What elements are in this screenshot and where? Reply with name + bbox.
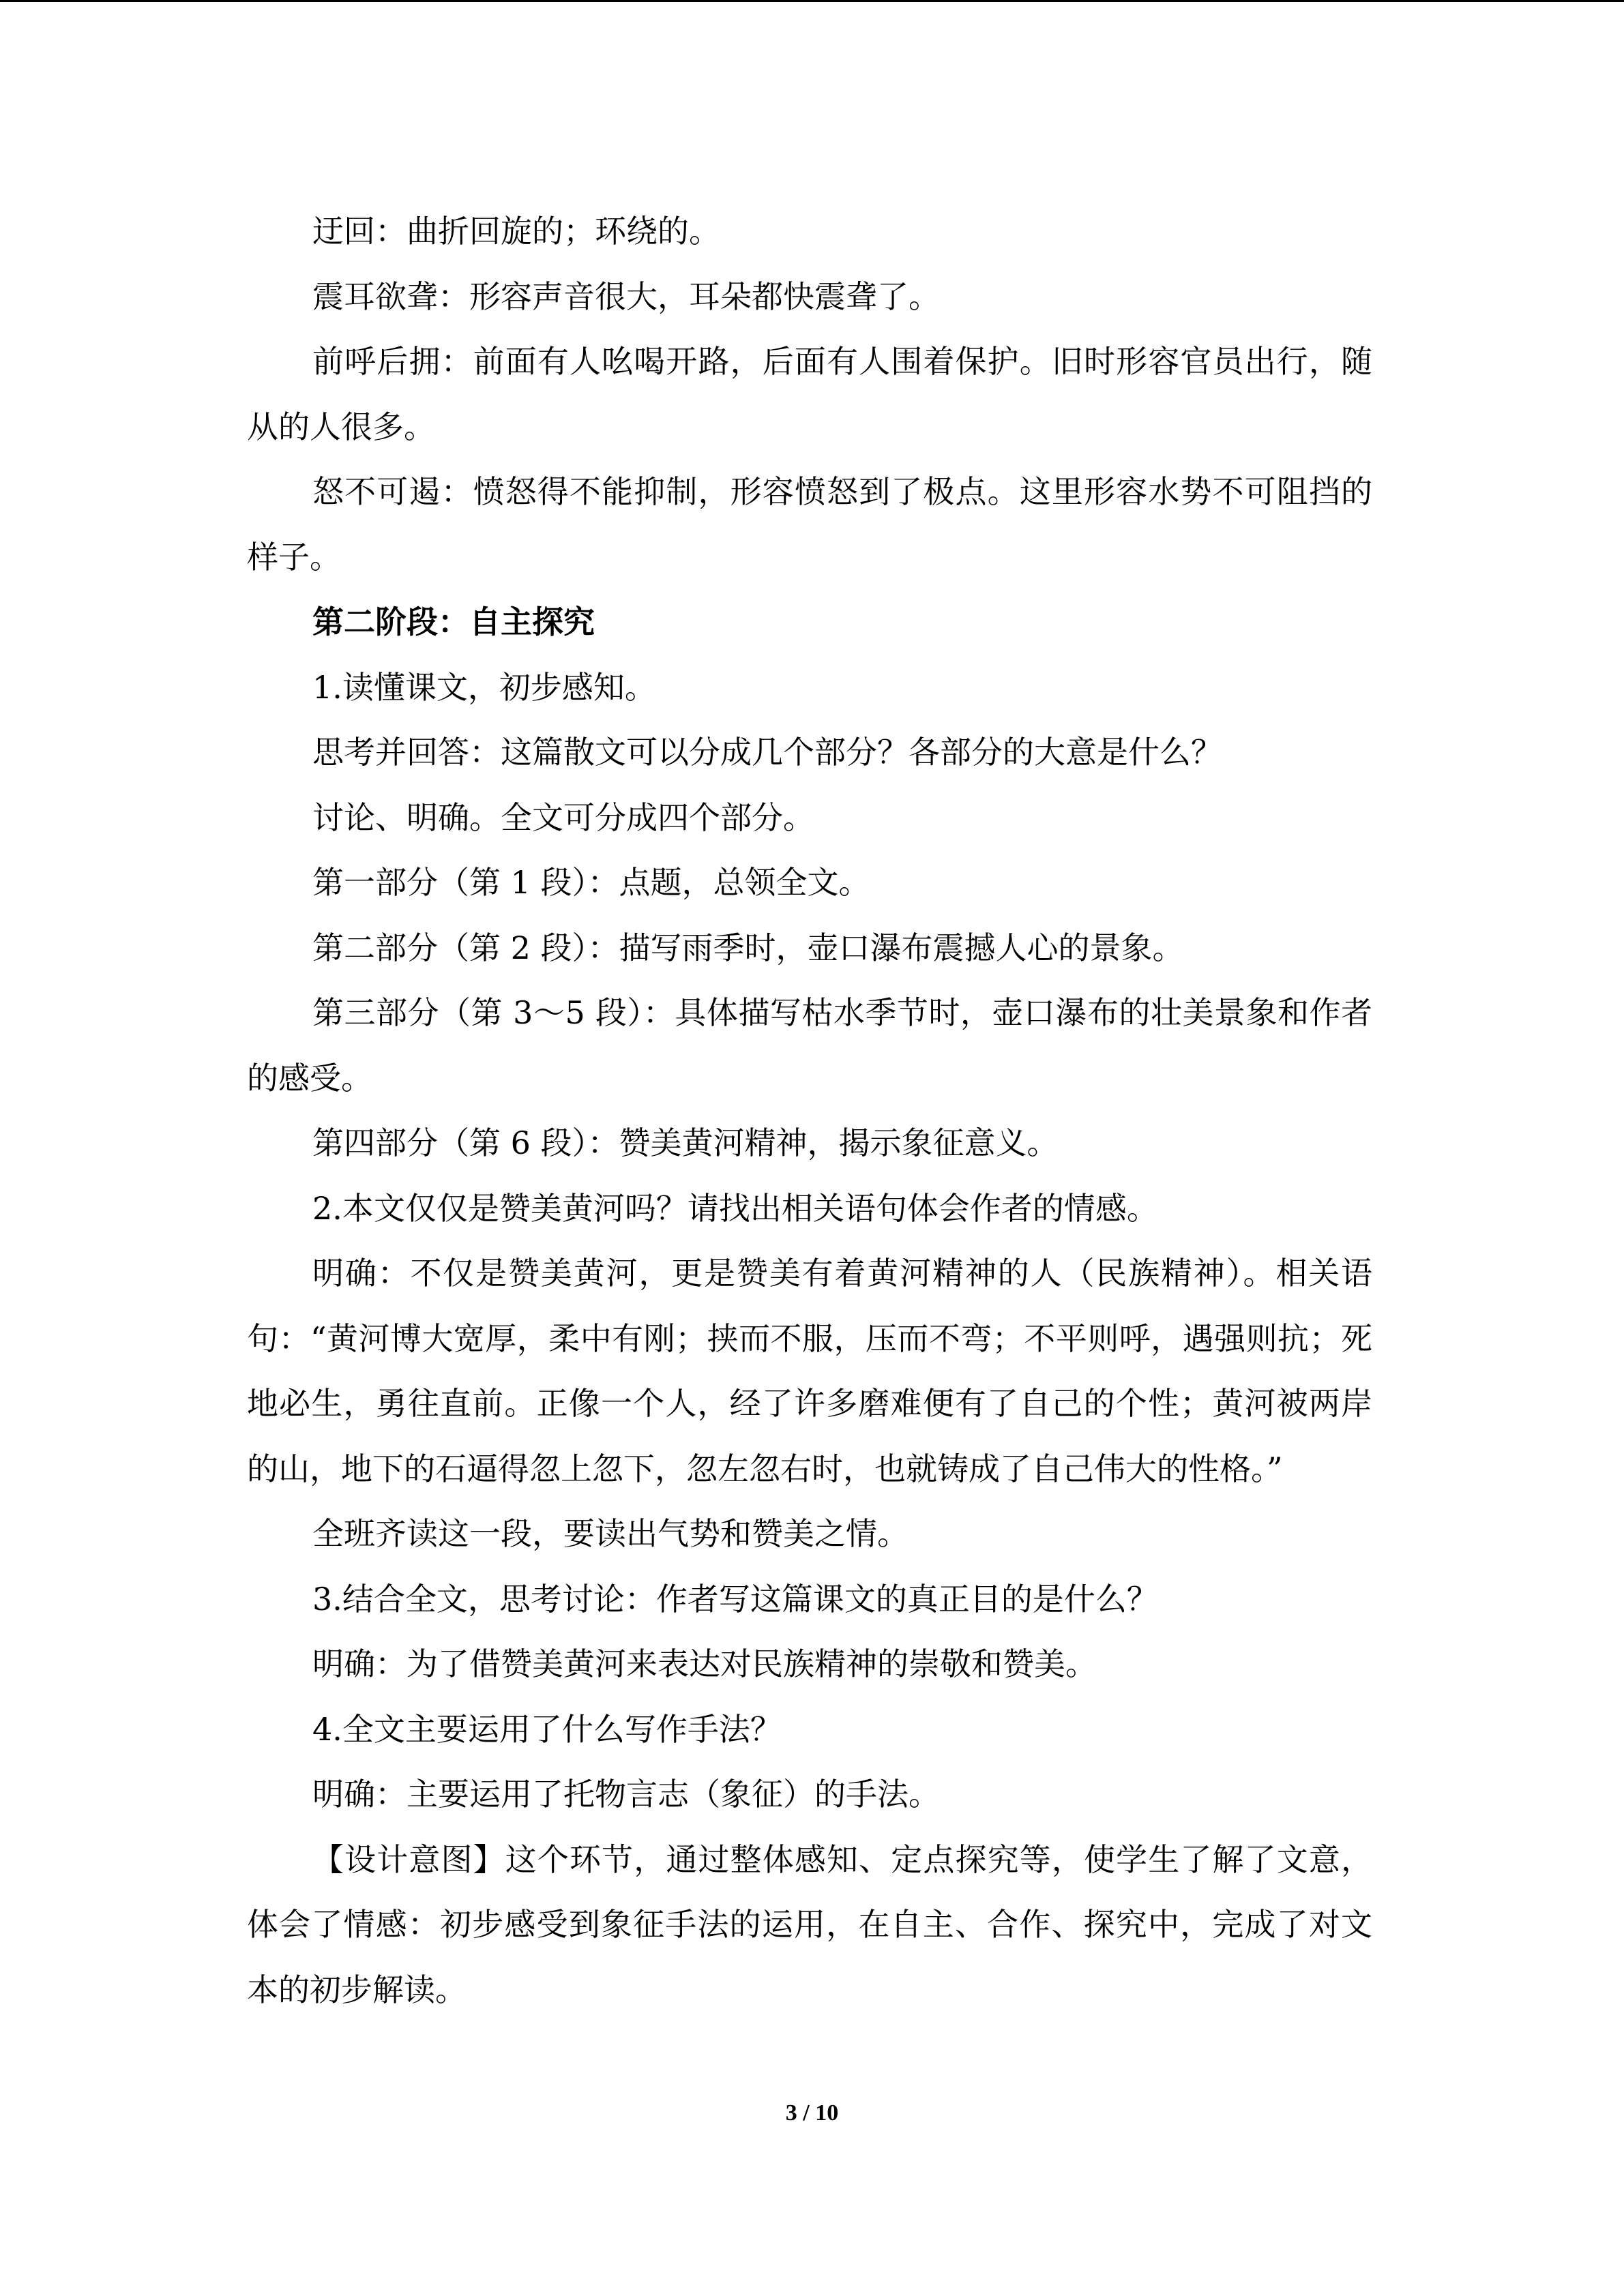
top-border-line <box>0 0 1624 2</box>
question-4: 4.全文主要运用了什么写作手法？ <box>312 1710 782 1748</box>
section-heading: 第二阶段：自主探究 <box>312 603 595 640</box>
question-1-discussion: 讨论、明确。全文可分成四个部分。 <box>312 799 814 836</box>
question-1: 1.读懂课文，初步感知。 <box>312 668 656 706</box>
question-1-prompt: 思考并回答：这篇散文可以分成几个部分？各部分的大意是什么？ <box>312 734 1222 771</box>
part-1-summary: 第一部分（第 1 段）：点题，总领全文。 <box>312 864 870 901</box>
design-intent: 【设计意图】这个环节，通过整体感知、定点探究等，使学生了解了文意，体会了情感：初步感受到象征手法的运用，在自主、合作、探究中，完成了对文本的初步解读。 <box>247 1840 1372 2008</box>
question-3: 3.结合全文，思考讨论：作者写这篇课文的真正目的是什么？ <box>312 1580 1158 1617</box>
document-body <box>247 199 1372 2023</box>
paragraph-vocab-yuhui: 迂回：曲折回旋的；环绕的。 <box>312 213 720 250</box>
question-2: 2.本文仅仅是赞美黄河吗？请找出相关语句体会作者的情感。 <box>312 1189 1158 1227</box>
part-4-summary: 第四部分（第 6 段）：赞美黄河精神，揭示象征意义。 <box>312 1124 1059 1161</box>
question-3-answer: 明确：为了借赞美黄河来表达对民族精神的崇敬和赞美。 <box>312 1645 1097 1682</box>
class-reading-instruction: 全班齐读这一段，要读出气势和赞美之情。 <box>312 1515 909 1552</box>
question-2-answer: 明确：不仅是赞美黄河，更是赞美有着黄河精神的人（民族精神）。相关语句：“黄河博大宽厚，柔中有刚；挟而不服，压而不弯；不平则呼，遇强则抗；死地必生，勇往直前。正像一个人，经了许多磨难便有了自己的个性；黄河被两岸的山，地下的石逼得忽上忽下，忽左忽右时，也就铸成了自己伟大的性格。” <box>247 1255 1372 1487</box>
paragraph-vocab-nubukee: 怒不可遏：愤怒得不能抑制，形容愤怒到了极点。这里形容水势不可阻挡的样子。 <box>247 473 1372 576</box>
part-3-summary: 第三部分（第 3～5 段）：具体描写枯水季节时，壶口瀑布的壮美景象和作者的感受。 <box>247 994 1372 1097</box>
paragraph-vocab-qianhuhouyong: 前呼后拥：前面有人吆喝开路，后面有人围着保护。旧时形容官员出行，随从的人很多。 <box>247 343 1372 445</box>
part-2-summary: 第二部分（第 2 段）：描写雨季时，壶口瀑布震撼人心的景象。 <box>312 929 1184 966</box>
question-4-answer: 明确：主要运用了托物言志（象征）的手法。 <box>312 1776 940 1813</box>
page-number: 3 / 10 <box>785 2100 839 2126</box>
paragraph-vocab-zhenerlong: 震耳欲聋：形容声音很大，耳朵都快震聋了。 <box>312 278 940 315</box>
